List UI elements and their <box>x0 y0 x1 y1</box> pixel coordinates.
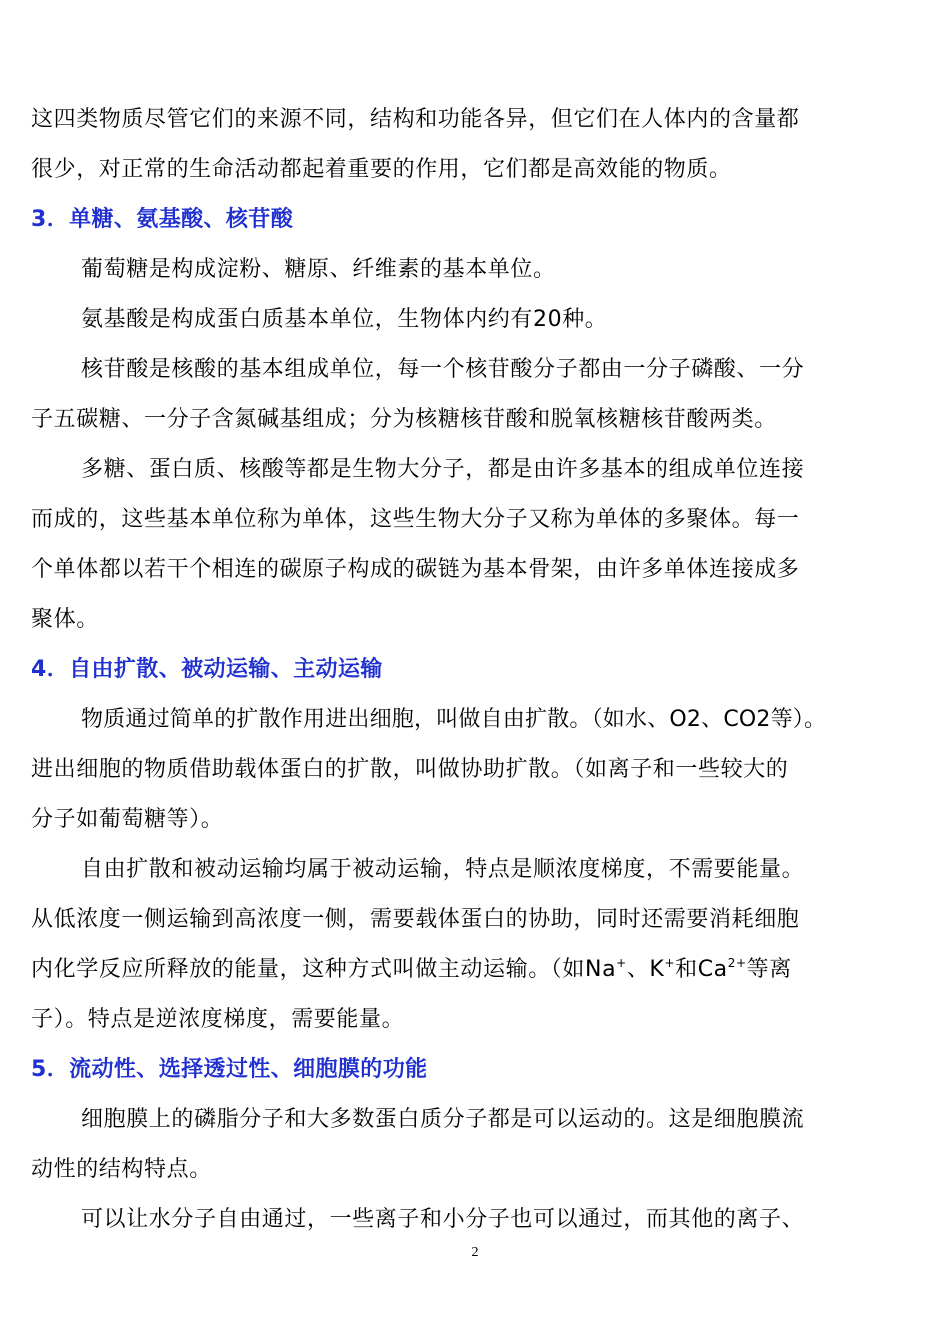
paragraph-line: 多糖、蛋白质、核酸等都是生物大分子，都是由许多基本的组成单位连接 <box>81 457 805 482</box>
paragraph-line: 自由扩散和被动运输均属于被动运输，特点是顺浓度梯度，不需要能量。 <box>81 857 805 882</box>
paragraph-line: 葡萄糖是构成淀粉、糖原、纤维素的基本单位。 <box>81 257 556 282</box>
paragraph-text: 等离 <box>746 957 792 982</box>
paragraph-line: 这四类物质尽管它们的来源不同，结构和功能各异，但它们在人体内的含量都 <box>31 107 800 132</box>
paragraph-line: 子）。特点是逆浓度梯度，需要能量。 <box>31 1007 405 1032</box>
paragraph-line: 而成的，这些基本单位称为单体，这些生物大分子又称为单体的多聚体。每一 <box>31 507 800 532</box>
paragraph-line: 很少，对正常的生命活动都起着重要的作用，它们都是高效能的物质。 <box>31 157 732 182</box>
paragraph-line: 子五碳糖、一分子含氮碱基组成；分为核糖核苷酸和脱氧核糖核苷酸两类。 <box>31 407 777 432</box>
paragraph-line: 动性的结构特点。 <box>31 1157 212 1182</box>
paragraph-line: 聚体。 <box>31 607 99 632</box>
paragraph-line: 物质通过简单的扩散作用进出细胞，叫做自由扩散。（如水、O2、CO2等）。 <box>81 707 827 732</box>
separator: 、 <box>626 957 650 982</box>
paragraph-line: 细胞膜上的磷脂分子和大多数蛋白质分子都是可以运动的。这是细胞膜流 <box>81 1107 805 1132</box>
ion-charge: + <box>616 956 627 970</box>
paragraph-line: 从低浓度一侧运输到高浓度一侧，需要载体蛋白的协助，同时还需要消耗细胞 <box>31 907 800 932</box>
page-number: 2 <box>471 1245 479 1260</box>
section-heading-5: 5．流动性、选择透过性、细胞膜的功能 <box>31 1057 428 1082</box>
ion-ca: Ca <box>697 957 728 982</box>
ion-k: K <box>649 957 665 982</box>
ion-na: Na <box>585 957 617 982</box>
paragraph-text: 内化学反应所释放的能量，这种方式叫做主动运输。（如 <box>31 957 586 982</box>
ion-charge: + <box>664 956 676 970</box>
paragraph-line: 个单体都以若干个相连的碳原子构成的碳链为基本骨架，由许多单体连接成多 <box>31 557 800 582</box>
section-heading-3: 3．单糖、氨基酸、核苷酸 <box>31 207 294 232</box>
ion-charge: 2+ <box>727 956 747 970</box>
section-heading-4: 4．自由扩散、被动运输、主动运输 <box>31 657 383 682</box>
paragraph-line: 进出细胞的物质借助载体蛋白的扩散，叫做协助扩散。（如离子和一些较大的 <box>31 757 789 782</box>
paragraph-line-ions <box>31 945 792 995</box>
paragraph-line: 氨基酸是构成蛋白质基本单位，生物体内约有20种。 <box>81 307 608 332</box>
paragraph-line: 分子如葡萄糖等）。 <box>31 807 224 832</box>
paragraph-line: 可以让水分子自由通过，一些离子和小分子也可以通过，而其他的离子、 <box>81 1207 805 1232</box>
paragraph-line: 核苷酸是核酸的基本组成单位，每一个核苷酸分子都由一分子磷酸、一分 <box>81 357 805 382</box>
conjunction: 和 <box>675 957 698 982</box>
